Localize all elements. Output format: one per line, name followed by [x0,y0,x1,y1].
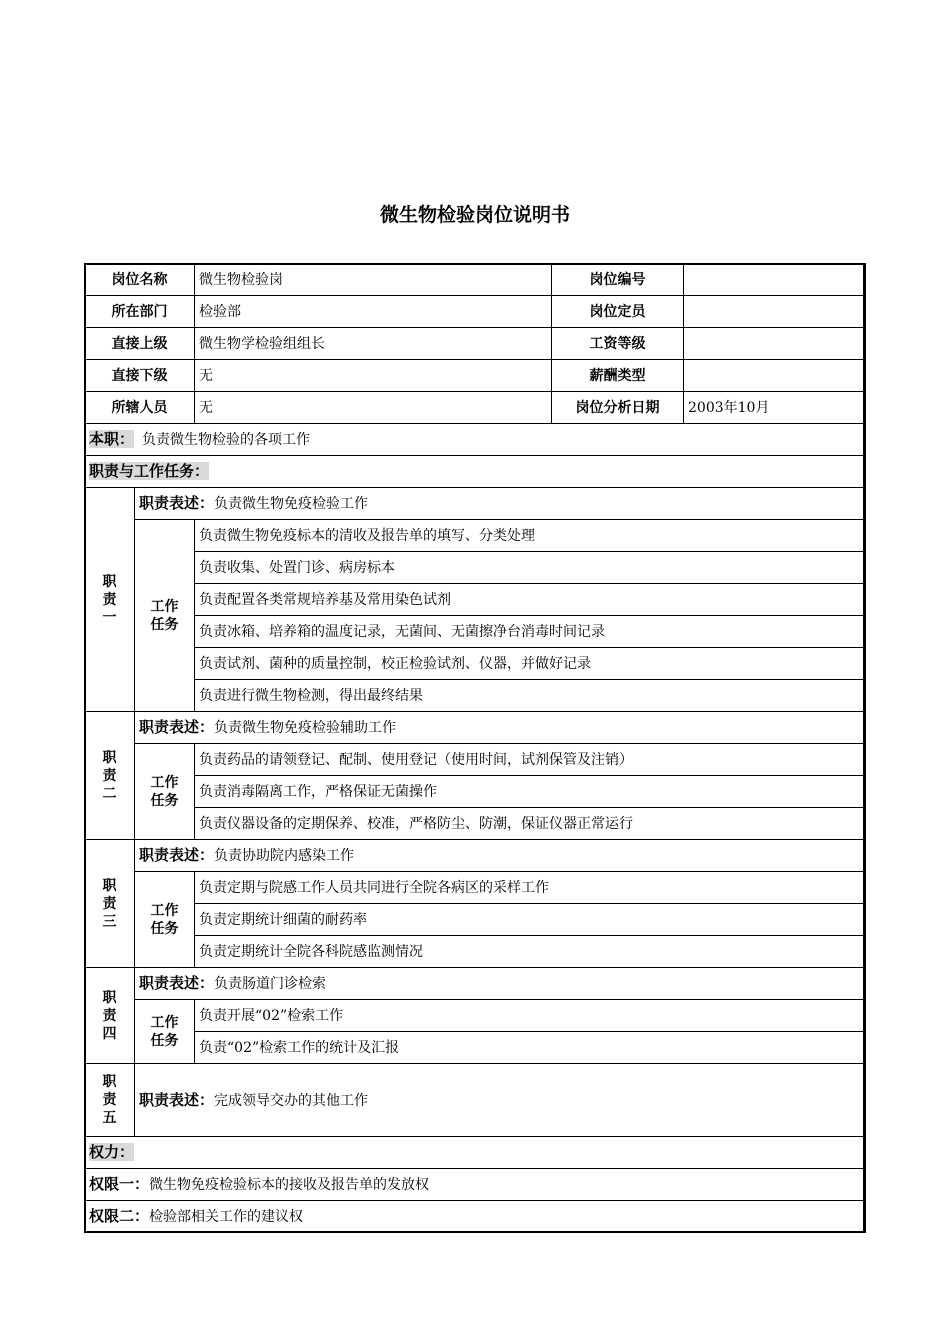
task-row [85,1032,866,1064]
field-value: 微生物学检验组组长 [195,328,552,360]
duty-name [85,1064,135,1137]
info-row [85,264,866,296]
task-row [85,648,866,680]
duty-name [85,968,135,1064]
task-row [85,744,866,776]
duty-statement-label: 职责表述： [139,846,215,864]
field-value: 无 [195,392,552,424]
job-description-table [84,263,866,1233]
power-header-label: 权力： [89,1143,135,1161]
task-row [85,808,866,840]
field-value: 无 [195,360,552,392]
info-row [85,360,866,392]
field-label: 岗位分析日期 [552,392,684,424]
field-value [684,264,866,296]
duty-statement-text: 负责协助院内感染工作 [214,848,355,864]
duty-name [85,840,135,968]
power-label: 权限二： [89,1207,150,1225]
task-item: 负责“02”检索工作的统计及汇报 [195,1032,866,1064]
duty-name-char: 职 [102,877,117,894]
task-item: 负责定期统计全院各科院感监测情况 [195,936,866,968]
duty-name-char: 四 [102,1025,117,1042]
field-label: 岗位编号 [552,264,684,296]
duties-header [85,456,866,488]
task-label-text: 工作 [150,1014,179,1031]
page-title: 微生物检验岗位说明书 [379,204,570,226]
task-item: 负责收集、处置门诊、病房标本 [195,552,866,584]
field-value: 2003年10月 [684,392,866,424]
task-row [85,904,866,936]
duty-name [85,488,135,712]
field-value [684,360,866,392]
task-label [135,872,195,968]
field-value: 微生物检验岗 [195,264,552,296]
field-label: 直接下级 [85,360,195,392]
duty-name-char: 职 [102,989,117,1006]
duty-statement-label: 职责表述： [139,1090,215,1109]
summary-row [85,424,866,456]
task-label-text: 任务 [150,920,179,937]
summary-text: 负责微生物检验的各项工作 [142,432,311,448]
duty-statement-row [85,488,866,520]
task-item: 负责消毒隔离工作，严格保证无菌操作 [195,776,866,808]
duty-statement-label: 职责表述： [139,718,215,736]
duty-name-char: 责 [102,1092,117,1108]
task-item: 负责试剂、菌种的质量控制，校正检验试剂、仪器，并做好记录 [195,648,866,680]
duty-name-char: 一 [102,609,117,626]
task-row [85,776,866,808]
field-label: 直接上级 [85,328,195,360]
field-value: 检验部 [195,296,552,328]
field-label: 岗位名称 [85,264,195,296]
task-row [85,872,866,904]
duty-statement [135,712,866,744]
duty-statement [135,968,866,1000]
task-label-text: 工作 [150,598,179,615]
task-label-text: 任务 [150,616,179,633]
task-row [85,552,866,584]
duty-name-char: 职 [102,1074,117,1090]
task-row [85,616,866,648]
duty-statement [135,1064,866,1137]
duty-statement [135,488,866,520]
task-item: 负责微生物免疫标本的清收及报告单的填写、分类处理 [195,520,866,552]
duty-statement-text: 负责肠道门诊检索 [214,976,327,992]
field-label: 薪酬类型 [552,360,684,392]
duty-statement-row [85,968,866,1000]
field-label: 所在部门 [85,296,195,328]
duty-name-char: 职 [102,573,117,590]
power-header [85,1137,866,1169]
power-row [85,1201,866,1233]
duty-statement-label: 职责表述： [139,494,215,512]
task-item: 负责定期与院感工作人员共同进行全院各病区的采样工作 [195,872,866,904]
duty-statement-text: 完成领导交办的其他工作 [214,1092,369,1109]
info-row [85,296,866,328]
task-item: 负责配置各类常规培养基及常用染色试剂 [195,584,866,616]
duty-statement-label: 职责表述： [139,974,215,992]
task-label [135,520,195,712]
task-item: 负责药品的请领登记、配制、使用登记（使用时间，试剂保管及注销） [195,744,866,776]
duties-header-row [85,456,866,488]
duty-name-char: 职 [102,749,117,766]
duty-statement [135,840,866,872]
duty-statement-row [85,712,866,744]
task-row [85,520,866,552]
field-label: 工资等级 [552,328,684,360]
power-row [85,1169,866,1201]
duty-name-char: 责 [102,591,117,608]
task-item: 负责开展“02”检索工作 [195,1000,866,1032]
task-row [85,584,866,616]
task-item: 负责仪器设备的定期保养、校准，严格防尘、防潮，保证仪器正常运行 [195,808,866,840]
duty-name-char: 五 [102,1110,117,1126]
task-row [85,1000,866,1032]
summary-label: 本职： [89,430,135,448]
duty-name-char: 二 [102,785,117,802]
power-item [85,1201,866,1233]
power-text: 检验部相关工作的建议权 [149,1209,304,1225]
duty-statement-row [85,840,866,872]
summary-cell [85,424,866,456]
duty-name-char: 三 [102,913,117,930]
duty-name-char: 责 [102,895,117,912]
power-label: 权限一： [89,1175,150,1193]
task-item: 负责定期统计细菌的耐药率 [195,904,866,936]
field-value [684,296,866,328]
power-item [85,1169,866,1201]
info-row [85,328,866,360]
duty-name [85,712,135,840]
duty-name-char: 责 [102,1007,117,1024]
duties-header-label: 职责与工作任务： [89,462,210,480]
task-item: 负责冰箱、培养箱的温度记录，无菌间、无菌擦净台消毒时间记录 [195,616,866,648]
power-header-row [85,1137,866,1169]
duty-statement-text: 负责微生物免疫检验工作 [214,496,369,512]
task-label [135,744,195,840]
field-label: 所辖人员 [85,392,195,424]
power-text: 微生物免疫检验标本的接收及报告单的发放权 [149,1177,430,1193]
field-label: 岗位定员 [552,296,684,328]
task-item: 负责进行微生物检测，得出最终结果 [195,680,866,712]
duty-statement-row [85,1064,866,1137]
duty-statement-text: 负责微生物免疫检验辅助工作 [214,720,397,736]
task-label-text: 任务 [150,792,179,809]
task-row [85,680,866,712]
task-label-text: 工作 [150,902,179,919]
info-row [85,392,866,424]
task-label [135,1000,195,1064]
task-label-text: 工作 [150,774,179,791]
task-row [85,936,866,968]
field-value [684,328,866,360]
duty-name-char: 责 [102,767,117,784]
task-label-text: 任务 [150,1032,179,1049]
